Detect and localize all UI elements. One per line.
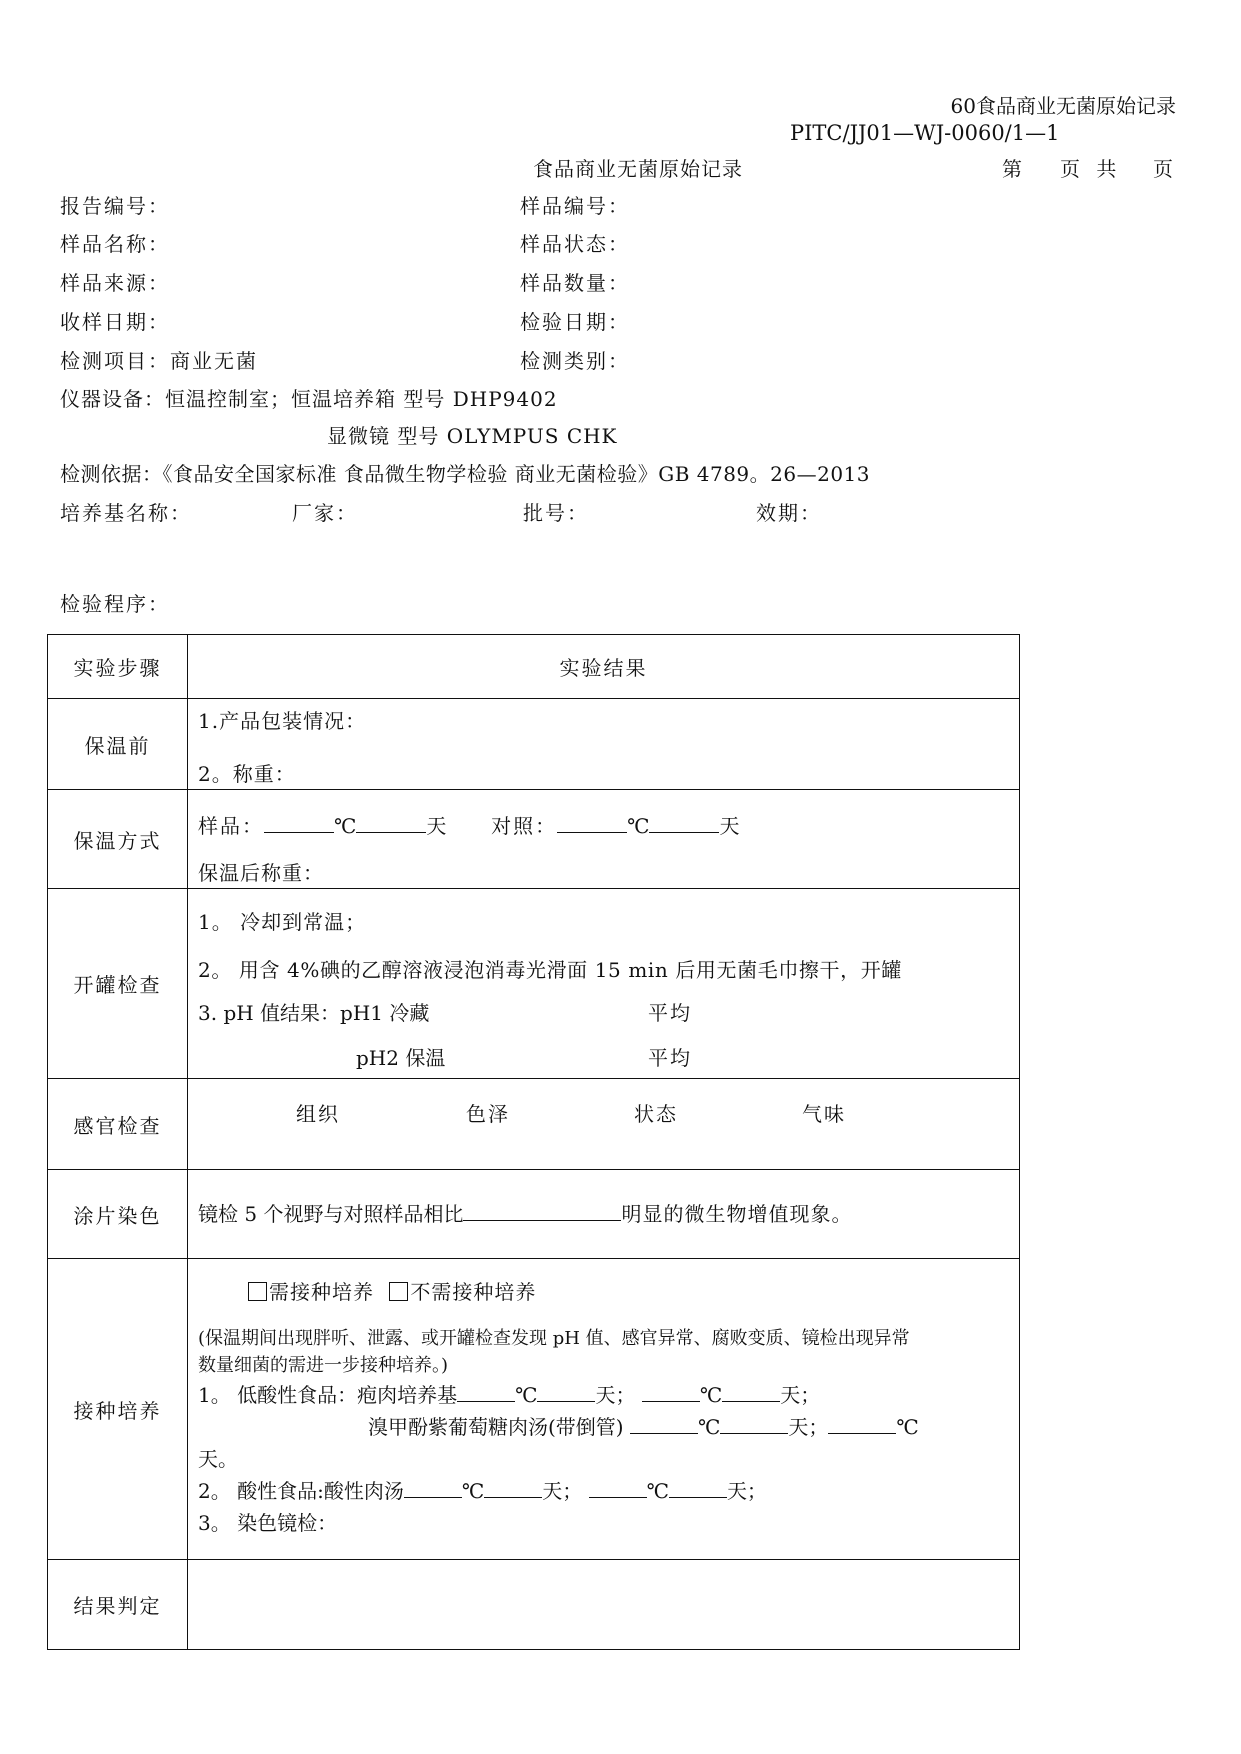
sensory-odor: 气味 (802, 1102, 846, 1126)
step-open-inspection: 开罐检查 (48, 889, 188, 1079)
low-acid-days-blank[interactable] (537, 1383, 595, 1402)
receive-date-label: 收样日期： (60, 310, 170, 334)
day-unit: 天； (788, 1415, 829, 1439)
equipment-line-2: 显微镜 型号 OLYMPUS CHK (327, 424, 618, 448)
equipment-line-1: 仪器设备：恒温控制室；恒温培养箱 型号 DHP9402 (60, 387, 558, 411)
acid-line (198, 1475, 767, 1504)
sample-qty-label: 样品数量： (520, 271, 630, 295)
control-days-blank[interactable] (649, 814, 719, 833)
control-temp-blank[interactable] (557, 814, 627, 833)
bromo-days-blank[interactable] (720, 1415, 788, 1434)
sample-no-label: 样品编号： (520, 194, 630, 218)
step-sensory: 感官检查 (48, 1079, 188, 1170)
row-pre-incubation (48, 699, 1020, 790)
need-inoculation-checkbox[interactable] (248, 1282, 267, 1301)
weight-after-label: 保温后称重： (198, 861, 324, 885)
disinfect-step: 2。 用含 4%碘的乙醇溶液浸泡消毒光滑面 15 min 后用无菌毛巾擦干，开罐 (198, 958, 902, 982)
day-unit: 天； (595, 1383, 636, 1407)
smear-text-a: 镜检 5 个视野与对照样品相比 (198, 1202, 464, 1226)
sensory-tissue: 组织 (296, 1102, 340, 1126)
sample-days-blank[interactable] (356, 814, 426, 833)
bromo-line (368, 1411, 919, 1440)
low-acid-label: 1。 低酸性食品：疱肉培养基 (198, 1383, 458, 1407)
control-temp-label: 对照： (491, 814, 558, 838)
result-pre-incubation (188, 699, 1020, 790)
expiry-label: 效期： (756, 501, 822, 525)
acid-temp-blank[interactable] (404, 1479, 462, 1498)
table-header-row (48, 635, 1020, 699)
deg-unit: ℃ (699, 1383, 723, 1407)
incubation-conditions (198, 810, 739, 839)
day-unit: 天； (542, 1479, 583, 1503)
acid-days2-blank[interactable] (669, 1479, 727, 1498)
step-smear: 涂片染色 (48, 1170, 188, 1259)
deg-unit: ℃ (646, 1479, 669, 1503)
bromo-wrap-day: 天。 (198, 1447, 238, 1471)
row-incubation-method (48, 790, 1020, 889)
header-step: 实验步骤 (48, 635, 188, 699)
row-inoculation (48, 1259, 1020, 1560)
sensory-state: 状态 (634, 1102, 678, 1126)
step-judgement: 结果判定 (48, 1560, 188, 1650)
sample-source-label: 样品来源： (60, 271, 170, 295)
need-inoculation-label: 需接种培养 (269, 1280, 374, 1304)
page-total-label: 页 (1153, 157, 1173, 181)
test-basis: 检测依据：《食品安全国家标准 食品微生物学检验 商业无菌检验》GB 4789。26—2013 (60, 462, 870, 486)
doc-tag: 60食品商业无菌原始记录 (950, 94, 1176, 118)
no-inoculation-label: 不需接种培养 (410, 1280, 537, 1304)
row-judgement (48, 1560, 1020, 1650)
deg-unit: ℃ (627, 814, 650, 838)
batch-no-label: 批号： (523, 501, 589, 525)
step-pre-incubation: 保温前 (48, 699, 188, 790)
ph1-average: 平均 (648, 1001, 692, 1025)
ph1-result: 3. pH 值结果：pH1 冷藏 (198, 1001, 430, 1025)
bromo-temp2-blank[interactable] (828, 1415, 896, 1434)
sensory-color: 色泽 (466, 1102, 510, 1126)
deg-unit: ℃ (461, 1479, 485, 1503)
sample-temp-label: 样品： (198, 814, 264, 838)
acid-temp2-blank[interactable] (589, 1479, 647, 1498)
low-acid-days2-blank[interactable] (722, 1383, 780, 1402)
low-acid-line (198, 1379, 820, 1408)
medium-name-label: 培养基名称： (60, 501, 192, 525)
deg-unit: ℃ (334, 814, 357, 838)
weight-before: 2。称重： (198, 762, 296, 786)
inoculation-note-1: (保温期间出现胖听、泄露、或开罐检查发现 pH 值、感官异常、腐败变质、镜检出现异常 (198, 1328, 910, 1349)
test-type-label: 检测类别： (520, 349, 630, 373)
cool-step: 1。 冷却到常温； (198, 910, 367, 934)
sample-name-label: 样品名称： (60, 232, 170, 256)
smear-result (198, 1198, 852, 1227)
ph2-average: 平均 (648, 1046, 692, 1070)
doc-code: PITC/JJ01—WJ-0060/1—1 (790, 121, 1060, 145)
acid-label: 2。 酸性食品:酸性肉汤 (198, 1479, 404, 1503)
procedure-table (47, 634, 1020, 1650)
day-unit: 天 (426, 814, 447, 838)
stain-line: 3。 染色镜检： (198, 1511, 338, 1535)
smear-text-b: 明显的微生物增值现象。 (621, 1202, 853, 1226)
result-incubation-method (188, 790, 1020, 889)
bromo-label: 溴甲酚紫葡萄糖肉汤(带倒管) (368, 1415, 624, 1439)
row-sensory (48, 1079, 1020, 1170)
page-label: 页 共 (1060, 157, 1117, 181)
result-sensory (188, 1079, 1020, 1170)
result-smear (188, 1170, 1020, 1259)
packaging-status: 1.产品包装情况： (198, 709, 367, 733)
deg-unit: ℃ (697, 1415, 721, 1439)
low-acid-temp-blank[interactable] (457, 1383, 515, 1402)
procedure-label: 检验程序： (60, 592, 170, 616)
step-incubation-method: 保温方式 (48, 790, 188, 889)
deg-unit: ℃ (515, 1383, 538, 1407)
report-no-label: 报告编号： (60, 194, 170, 218)
inoculation-options (248, 1276, 536, 1305)
day-unit: 天； (780, 1383, 821, 1407)
smear-blank[interactable] (463, 1202, 621, 1221)
acid-days-blank[interactable] (484, 1479, 542, 1498)
sample-state-label: 样品状态： (520, 232, 630, 256)
result-inoculation (188, 1259, 1020, 1560)
sample-temp-blank[interactable] (264, 814, 334, 833)
day-unit: 天 (719, 814, 740, 838)
manufacturer-label: 厂家： (292, 501, 358, 525)
row-open-inspection (48, 889, 1020, 1079)
page-title: 食品商业无菌原始记录 (533, 157, 743, 181)
row-smear (48, 1170, 1020, 1259)
page-no-label: 第 (1002, 157, 1022, 181)
no-inoculation-checkbox[interactable] (389, 1282, 408, 1301)
test-date-label: 检验日期： (520, 310, 630, 334)
low-acid-temp2-blank[interactable] (642, 1383, 700, 1402)
day-unit: 天； (726, 1479, 767, 1503)
result-open-inspection (188, 889, 1020, 1079)
bromo-temp-blank[interactable] (630, 1415, 698, 1434)
result-judgement[interactable] (188, 1560, 1020, 1650)
ph2-result: pH2 保温 (356, 1046, 446, 1070)
inoculation-note-2: 数量细菌的需进一步接种培养。) (198, 1355, 449, 1376)
deg-unit: ℃ (896, 1415, 919, 1439)
test-item-label: 检测项目：商业无菌 (60, 349, 258, 373)
step-inoculation: 接种培养 (48, 1259, 188, 1560)
header-result: 实验结果 (188, 635, 1020, 699)
